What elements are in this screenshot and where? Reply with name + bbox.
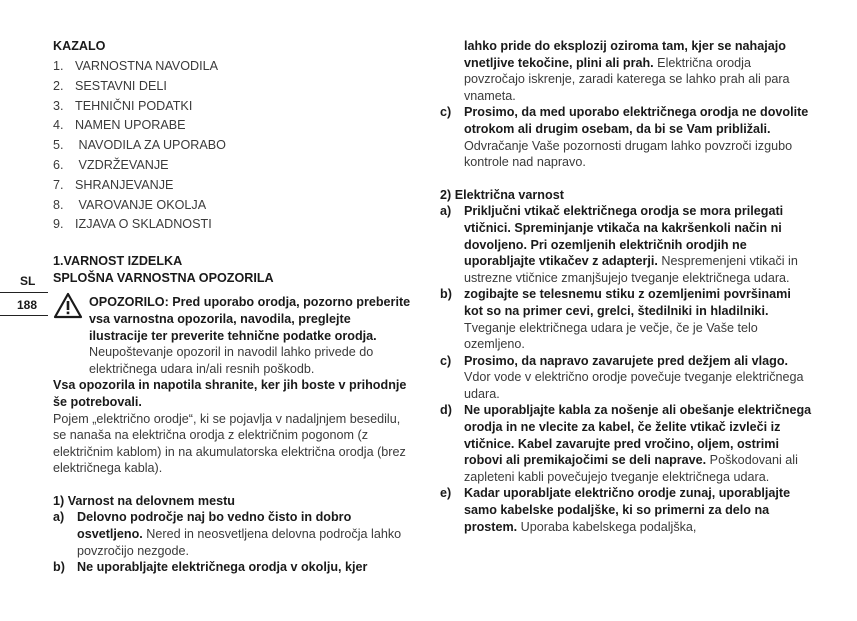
left-column [53,38,411,576]
page-number: 188 [0,293,48,316]
electrical-item-b: b) zogibajte se telesnemu stiku z ozemljenimi površinami kot so na primer cevi, grelci, štedilniki in hladilniki. Tveganje električnega udara je večje, če je Vaše telo ozemljeno. [440,287,791,352]
toc-item: 9. IZJAVA O SKLADNOSTI [53,217,212,232]
toc-item: 5. NAVODILA ZA UPORABO [53,138,226,153]
electrical-item-a: a) Priključni vtikač električnega orodja se mora prilegati vtičnici. Spreminjanje vtikača na kakršenkoli način ni dovoljeno. Pri ozemljenih električnih orodjih ne uporabljajte vtikačev z adapterji. Nespremenjeni vtikači in ustrezne vtičnice zmanjšujejo tveganje električnega udara. [440,204,798,285]
warning-paragraph: OPOZORILO: Pred uporabo orodja, pozorno preberite vsa varnostna opozorila, navodila, preglejte ilustracije ter preverite tehnične podatke orodja. Neupoštevanje opozoril in navodil lahko privede do električnega udara in/ali resnih poškodb. [89,295,411,376]
electrical-heading: 2) Električna varnost [440,187,564,202]
toc-item: 3. TEHNIČNI PODATKI [53,98,193,113]
language-code: SL [0,270,48,293]
side-tab [0,270,48,316]
workplace-heading: 1) Varnost na delovnem mestu [53,493,235,508]
workplace-item-a: a) Delovno področje naj bo vedno čisto in dobro osvetljeno. Nered in neosvetljena delovna področja lahko povzročijo nezgode. [53,510,402,558]
right-column [440,38,812,535]
electrical-item-d: d) Ne uporabljajte kabla za nošenje ali obešanje električnega orodja in ne vlecite za kabel, če želite vtikač izvleči iz vtičnice. Kabel zavarujte pred vročino, oljem, ostrimi robovi ali premikajočimi se deli naprave. Poškodovani ali zapleteni kabli povečujejo tveganje električnega udara. [440,403,812,484]
toc-item: 8. VAROVANJE OKOLJA [53,197,207,212]
electrical-item-c: c) Prosimo, da napravo zavarujete pred dežjem ali vlago. Vdor vode v električno orodje povečuje tveganje električnega udara. [440,353,804,401]
toc-title: KAZALO [53,39,106,53]
workplace-item-b-continued: lahko pride do eksplozij oziroma tam, kjer se nahajajo vnetljive tekočine, plini ali prah. Električna orodja povzročajo iskrenje, zaradi katerega se lahko prah ali para vnameta. [464,39,790,103]
warning-icon [53,292,83,319]
toc-item: 4. NAMEN UPORABE [53,118,186,133]
toc-item: 7. SHRANJEVANJE [53,177,174,192]
electrical-item-e: e) Kadar uporabljate električno orodje zunaj, uporabljajte samo kabelske podaljške, ki so primerni za delo na prostem. Uporaba kabelskega podaljška, [440,486,791,534]
warning-block [53,294,411,377]
section-title: 1.VARNOST IZDELKA [53,254,183,269]
term-definition: Pojem „električno orodje“, ki se pojavlja v nadaljnjem besedilu, se nanaša na električna orodja z električnim pogonom (z električnim kablom) in na akumulatorska električna orodja (brez električnega kabla). [53,411,406,476]
toc-item: 2. SESTAVNI DELI [53,78,167,93]
keep-instructions: Vsa opozorila in napotila shranite, ker jih boste v prihodnje še potrebovali. [53,378,407,409]
toc-list [53,58,411,236]
section-subtitle: SPLOŠNA VARNOSTNA OPOZORILA [53,270,274,285]
toc-item: 6. VZDRŽEVANJE [53,157,169,172]
workplace-item-c: c) Prosimo, da med uporabo električnega orodja ne dovolite otrokom ali drugim osebam, da bi se Vam približali. Odvračanje Vaše pozornosti drugam lahko povzroči izgubo kontrole nad napravo. [440,105,809,170]
toc-item: 1. VARNOSTNA NAVODILA [53,59,218,73]
workplace-item-b: b) Ne uporabljajte električnega orodja v okolju, kjer [53,560,368,575]
